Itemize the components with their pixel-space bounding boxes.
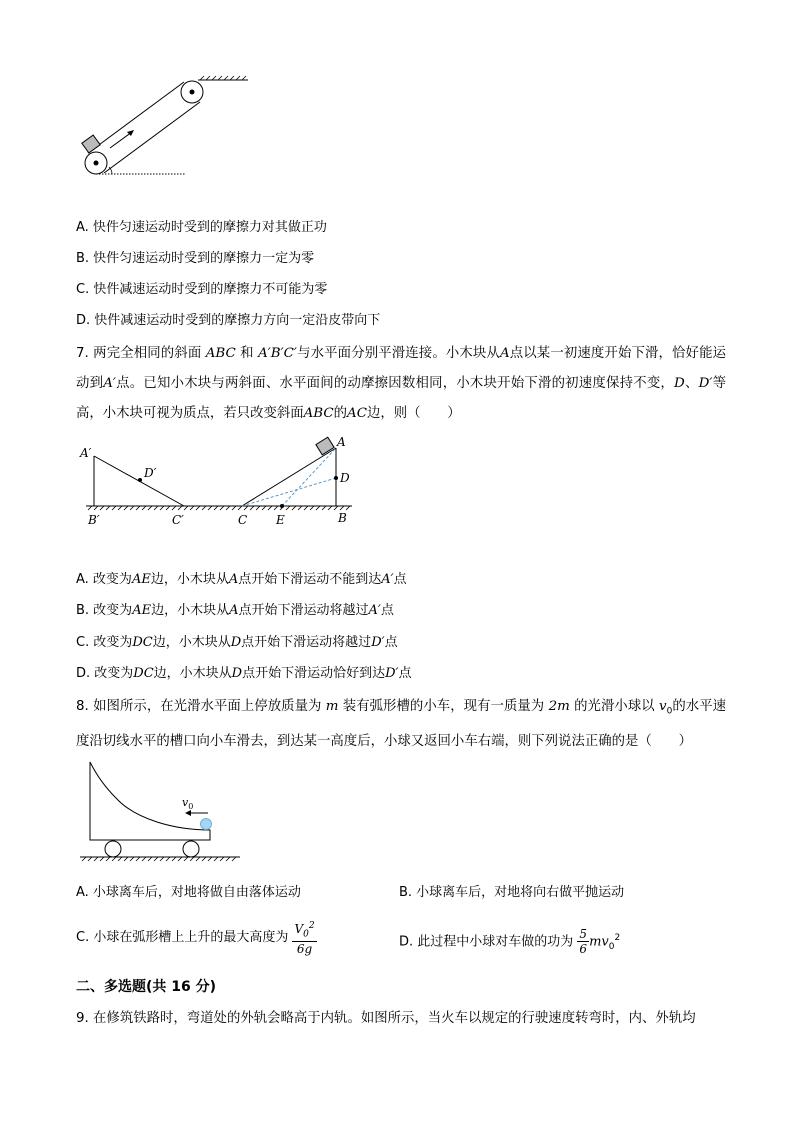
q8-option-b: B. 小球离车后，对地将向右做平抛运动 [399,885,625,900]
q7-option-d: D. 改变为DC边，小木块从D点开始下滑运动恰好到达D′点 [76,666,412,681]
label-b: B [338,511,347,525]
q8-option-a: A. 小球离车后，对地将做自由落体运动 [76,885,301,900]
label-c-prime: C′ [172,513,184,527]
label-d: D [340,471,350,485]
q7-stem: 7. 两完全相同的斜面 ABC 和 A′B′C′与水平面分别平滑连接。小木块从A点以某一初速度开始下滑，恰好能运动到A′点。已知小木块与两斜面、水平面间的动摩擦因数相同，小木块开始下滑的初速度保持不变，D、D′等高，小木块可视为质点，若只改变斜面ABC的AC边，则（ ） [76,346,727,421]
conveyor-belt-figure [70,70,260,185]
label-c: C [238,513,248,527]
q6-option-c: C. 快件减速运动时受到的摩擦力不可能为零 [76,282,328,297]
label-d-prime: D′ [144,466,157,480]
cart-figure [76,758,246,868]
q7-option-a: A. 改变为AE边，小木块从A点开始下滑运动不能到达A′点 [76,572,407,587]
q9-stem: 9. 在修筑铁路时，弯道处的外轨会略高于内轨。如图所示，当火车以规定的行驶速度转弯时，内、外轨均 [76,1011,696,1026]
label-e: E [276,513,285,527]
q6-option-b: B. 快件匀速运动时受到的摩擦力一定为零 [76,251,315,266]
q8-option-c: C. 小球在弧形槽上上升的最大高度为 $\frac{V_0^2}{6g}$ [76,920,315,957]
label-a: A [337,435,346,449]
velocity-label: $v_0$ [182,796,194,811]
q6-option-d: D. 快件减速运动时受到的摩擦力方向一定沿皮带向下 [76,313,381,328]
section-title: 二、多选题(共 16 分) [76,979,217,995]
q7-option-c: C. 改变为DC边，小木块从D点开始下滑运动将越过D′点 [76,635,398,650]
label-b-prime: B′ [88,513,100,527]
q8-stem: 8. 如图所示，在光滑水平面上停放质量为 m 装有弧形槽的小车，现有一质量为 2m 的光滑小球以 $v_0$的水平速度沿切线水平的槽口向小车滑去，到达某一高度后，小球又返回小车右端，则下列说法正确的是（ ） [76,699,727,749]
inclines-figure [76,432,366,532]
q8-option-d: D. 此过程中小球对车做的功为 $\frac{5}{6}$ $mv_0^2$ [399,927,621,957]
fraction-d: $\frac{5}{6}$ [579,927,588,957]
fraction-c: $\frac{V_0^2}{6g}$ [294,920,315,957]
label-a-prime: A′ [80,446,92,460]
q7-option-b: B. 改变为AE边，小木块从A点开始下滑运动将越过A′点 [76,603,394,618]
q6-option-a: A. 快件匀速运动时受到的摩擦力对其做正功 [76,220,327,235]
